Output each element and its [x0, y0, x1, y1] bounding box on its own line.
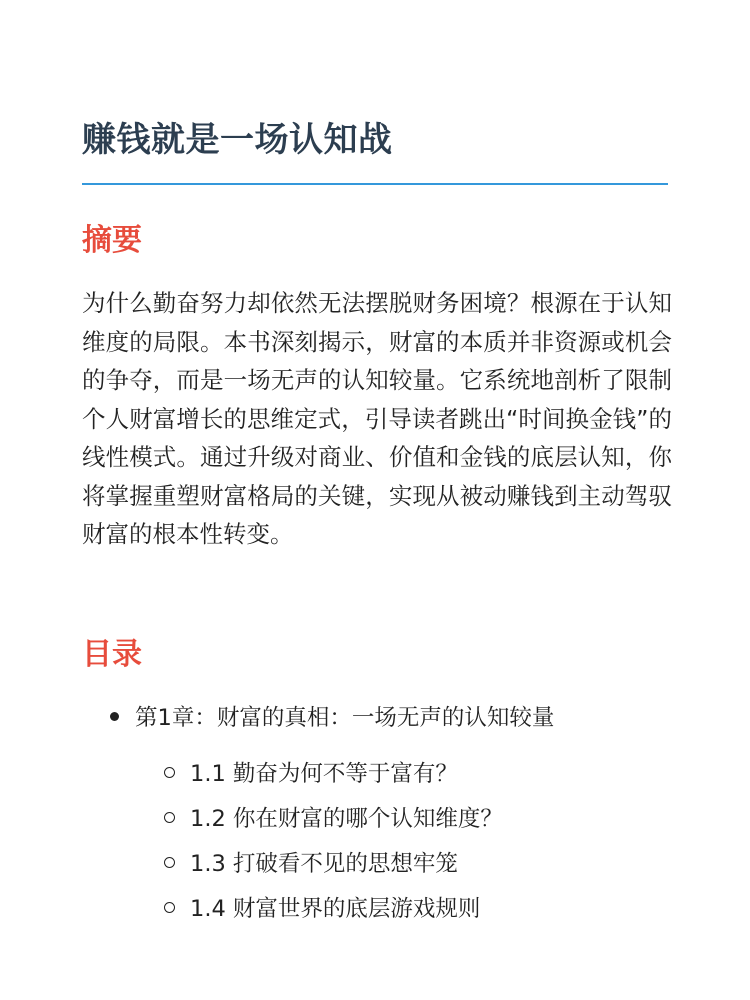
- toc-chapter-label: 第1章：财富的真相：一场无声的认知较量: [135, 705, 555, 731]
- toc-section-label: 1.2 你在财富的哪个认知维度？: [190, 806, 503, 832]
- toc-section-label: 1.4 财富世界的底层游戏规则: [190, 896, 481, 922]
- bullet-circle-icon: [164, 767, 175, 778]
- bullet-circle-icon: [164, 902, 175, 913]
- toc-section-label: 1.1 勤奋为何不等于富有？: [190, 761, 458, 787]
- bullet-circle-icon: [164, 857, 175, 868]
- bullet-disc-icon: [110, 712, 119, 721]
- toc-section-item: [164, 797, 503, 837]
- book-title: 赚钱就是一场认知战: [82, 120, 393, 160]
- summary-paragraph: 为什么勤奋努力却依然无法摆脱财务困境？根源在于认知维度的局限。本书深刻揭示，财富的本质并非资源或机会的争夺，而是一场无声的认知较量。它系统地剖析了限制个人财富增长的思维定式，引导读者跳出“时间换金钱”的线性模式。通过升级对商业、价值和金钱的底层认知，你将掌握重塑财富格局的关键，实现从被动赚钱到主动驾驭财富的根本性转变。: [82, 289, 672, 548]
- toc-section-label: 1.3 打破看不见的思想牢笼: [190, 851, 458, 877]
- bullet-circle-icon: [164, 812, 175, 823]
- toc-heading: 目录: [82, 637, 142, 672]
- toc-section-item: [164, 752, 458, 792]
- toc-section-item: [164, 842, 458, 882]
- toc-section-item: [164, 887, 480, 927]
- toc-chapter-item: [110, 696, 554, 736]
- title-divider: [82, 183, 668, 185]
- summary-heading: 摘要: [82, 223, 142, 258]
